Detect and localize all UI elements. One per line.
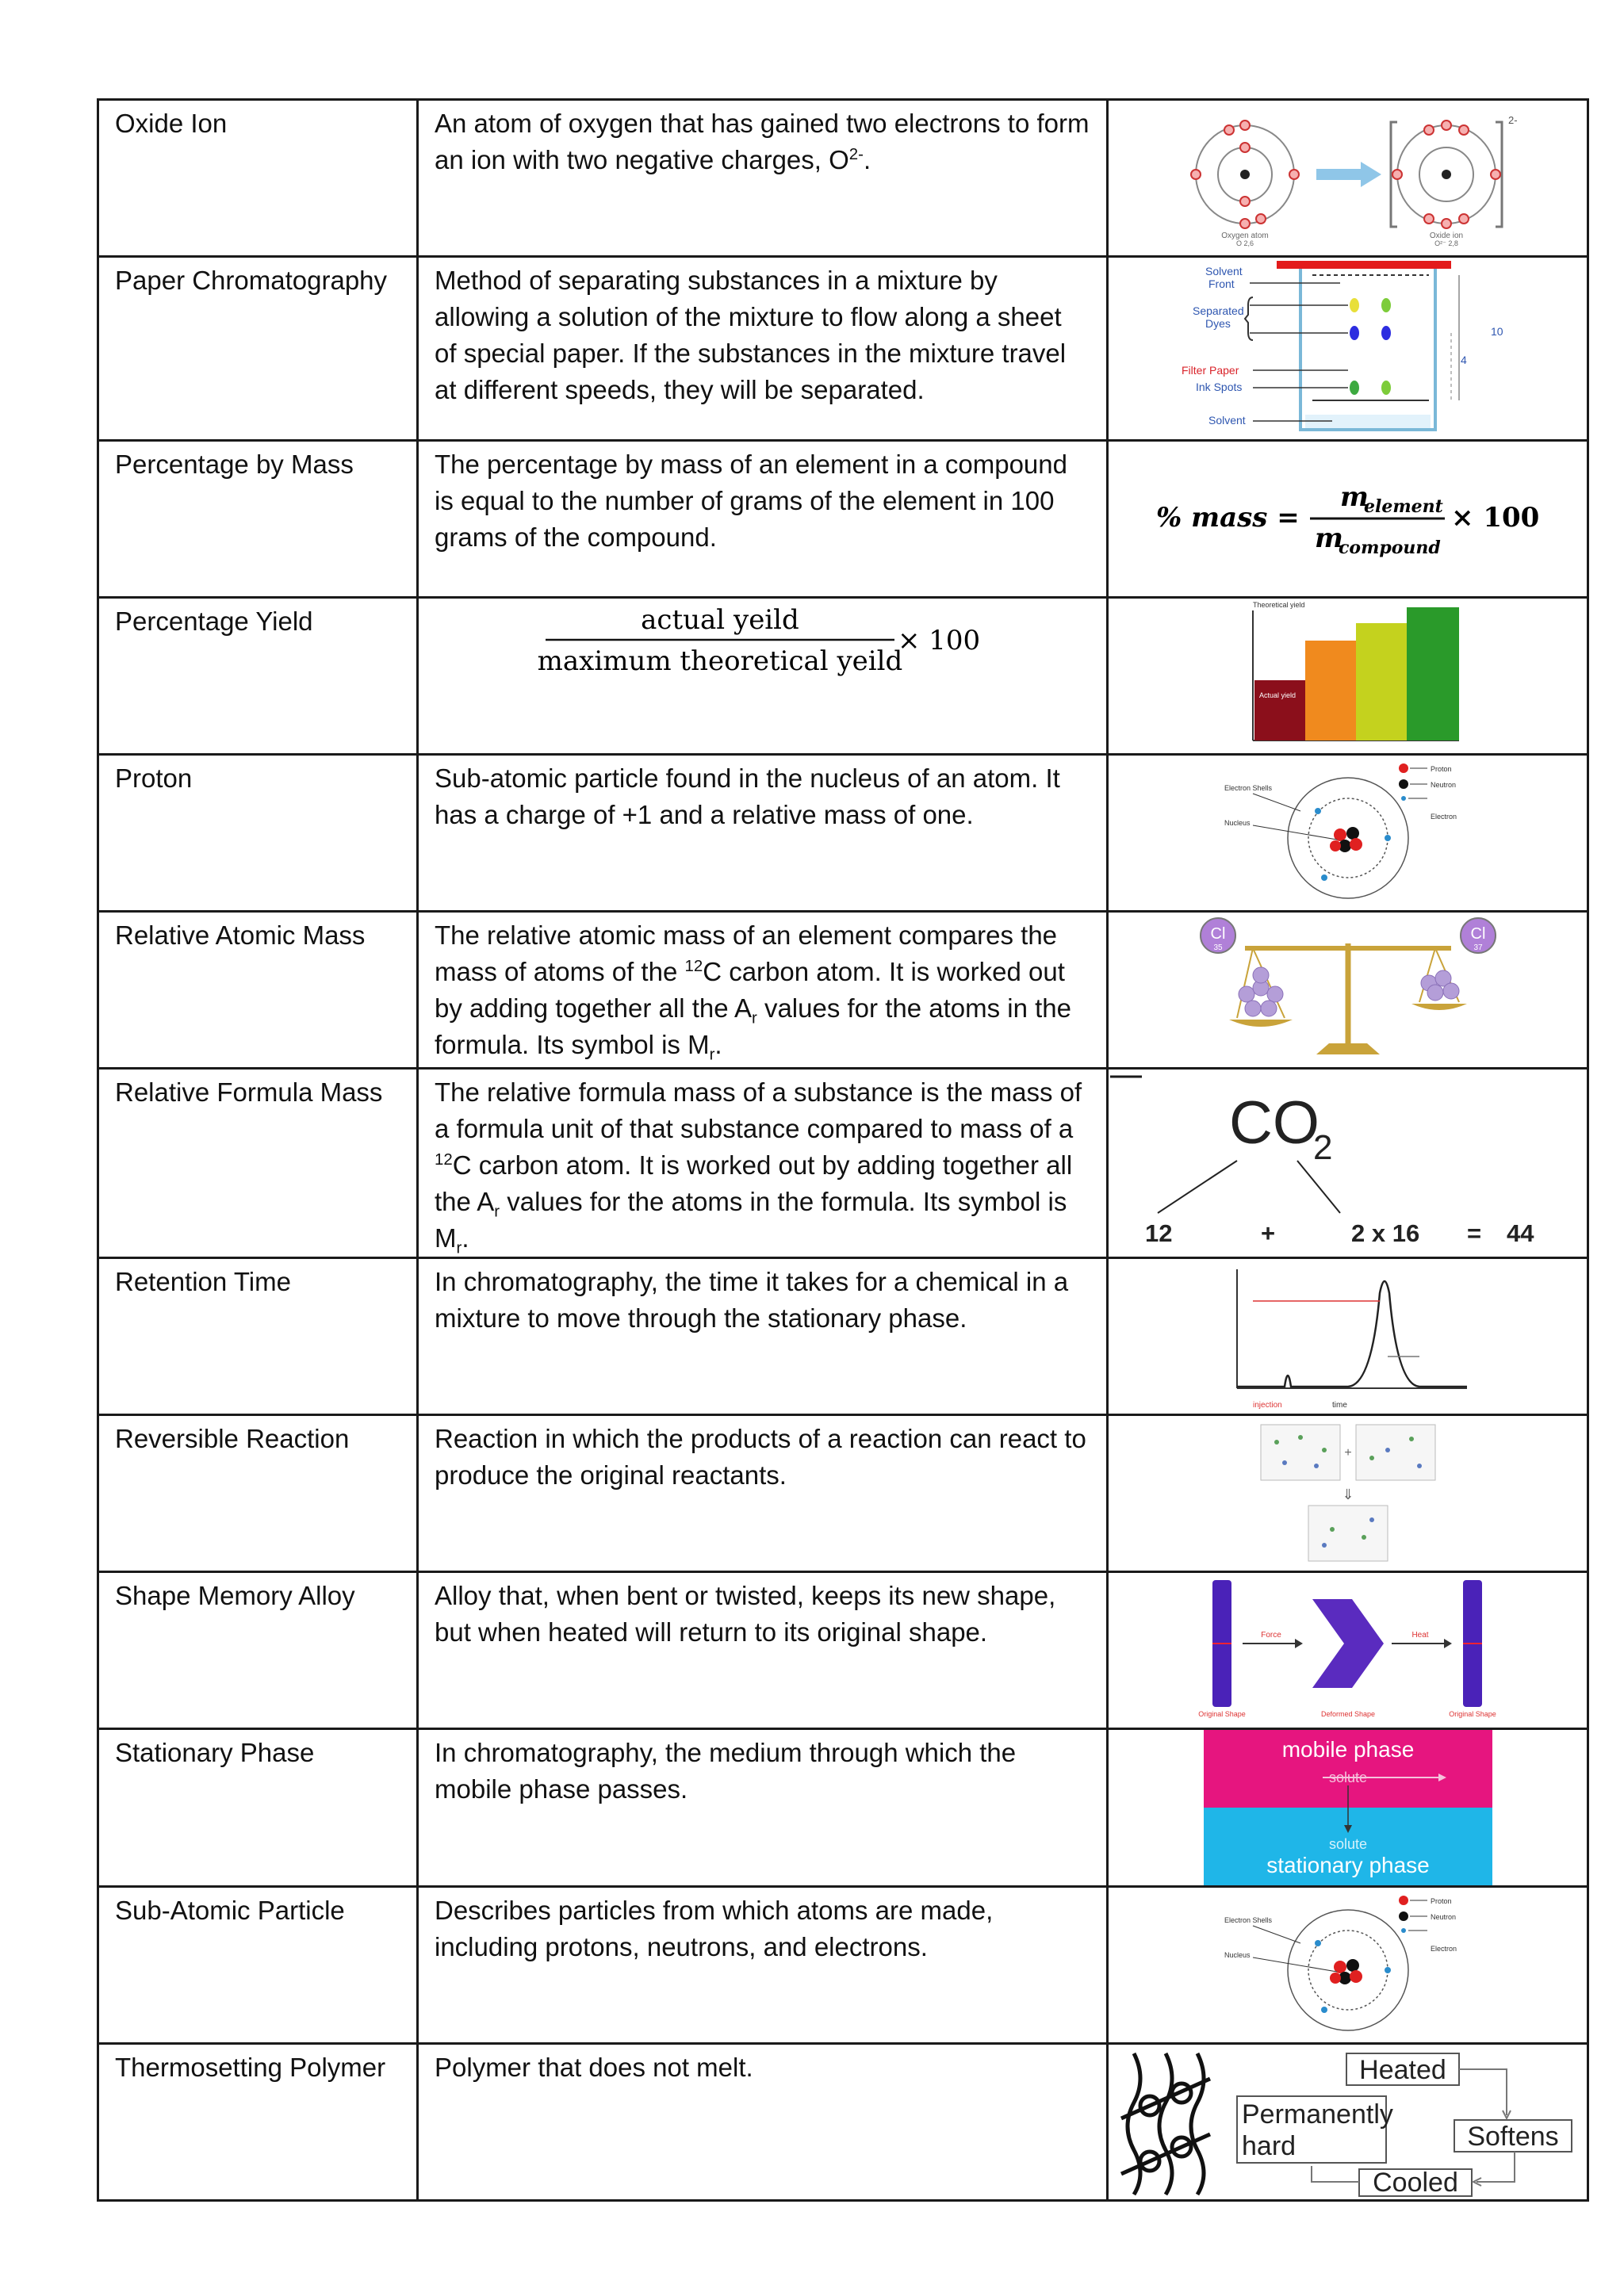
yield-numerator: actual yeild bbox=[641, 604, 799, 636]
yield-times: × 100 bbox=[898, 625, 981, 656]
label-original-shape-left: Original Shape bbox=[1197, 1709, 1246, 1718]
term-cell: Paper Chromatography bbox=[98, 257, 418, 441]
shape-memory-alloy-diagram bbox=[1197, 1575, 1496, 1726]
label-proton: Proton bbox=[1430, 764, 1452, 773]
definition-end: . bbox=[462, 1223, 469, 1253]
balance-scale-diagram bbox=[1197, 915, 1499, 1066]
image-cell bbox=[1108, 912, 1588, 1069]
paper-chromatography-diagram bbox=[1174, 259, 1522, 438]
solute-label-top: solute bbox=[1328, 1770, 1367, 1785]
table-row bbox=[98, 100, 1588, 257]
formula-subscript: 2 bbox=[1312, 1128, 1332, 1167]
term-cell: Percentage Yield bbox=[98, 598, 418, 755]
image-cell bbox=[1108, 1069, 1588, 1258]
term-cell: Oxide Ion bbox=[98, 100, 418, 257]
table-row bbox=[98, 598, 1588, 755]
left-isotope-symbol: Cl bbox=[1210, 924, 1225, 943]
image-cell bbox=[1108, 2044, 1588, 2201]
label-solvent-bottom: Solvent bbox=[1208, 413, 1246, 427]
table-row bbox=[98, 441, 1588, 598]
definition-cell bbox=[418, 100, 1108, 257]
label-filter-paper: Filter Paper bbox=[1181, 363, 1239, 377]
term-cell: Relative Atomic Mass bbox=[98, 912, 418, 1069]
eq-total: 44 bbox=[1506, 1219, 1534, 1247]
table-row bbox=[98, 1572, 1588, 1729]
image-cell bbox=[1108, 257, 1588, 441]
label-electron: Electron bbox=[1430, 1944, 1457, 1953]
definition-cell: Polymer that does not melt. bbox=[418, 2044, 1108, 2201]
label-electron: Electron bbox=[1430, 812, 1457, 821]
image-cell bbox=[1108, 1729, 1588, 1887]
term-cell: Proton bbox=[98, 755, 418, 912]
term-cell: Reversible Reaction bbox=[98, 1415, 418, 1572]
eq-plus: + bbox=[1260, 1219, 1275, 1247]
label-neutron: Neutron bbox=[1430, 1912, 1456, 1921]
label-charge: 2- bbox=[1507, 113, 1518, 126]
table-row bbox=[98, 912, 1588, 1069]
mr-subscript: r bbox=[709, 1045, 715, 1064]
eq-oxygen-mass: 2 x 16 bbox=[1350, 1219, 1419, 1247]
permanently-label: Permanently bbox=[1241, 2099, 1393, 2130]
atom-structure-diagram bbox=[1221, 1894, 1475, 2037]
retention-time-chromatogram bbox=[1221, 1261, 1475, 1412]
formula-numerator: m bbox=[1339, 480, 1369, 513]
image-cell bbox=[1108, 100, 1588, 257]
label-nucleus: Nucleus bbox=[1224, 1950, 1251, 1959]
definition-text: An atom of oxygen that has gained two electrons to form an ion with two negative charges, O bbox=[435, 109, 1090, 174]
label-oxide-ion: Oxide ion bbox=[1429, 231, 1463, 240]
table-row bbox=[98, 1887, 1588, 2044]
term-cell: Sub-Atomic Particle bbox=[98, 1887, 418, 2044]
image-cell bbox=[1108, 1258, 1588, 1415]
table-row bbox=[98, 257, 1588, 441]
label-injection: injection bbox=[1252, 1400, 1282, 1410]
svg-text:+: + bbox=[1343, 1445, 1352, 1460]
formula-denominator-sub: compound bbox=[1338, 537, 1441, 558]
definition-text-2: C carbon atom. It is worked out by adding together all the A bbox=[435, 957, 1065, 1023]
ar-subscript: r bbox=[751, 1008, 757, 1027]
label-distance-4: 4 bbox=[1460, 353, 1467, 366]
table-row bbox=[98, 1729, 1588, 1887]
label-nucleus: Nucleus bbox=[1224, 818, 1251, 827]
image-cell bbox=[1108, 755, 1588, 912]
reversible-reaction-diagram bbox=[1253, 1418, 1443, 1569]
isotope-superscript: 12 bbox=[435, 1150, 453, 1169]
term-cell: Thermosetting Polymer bbox=[98, 2044, 418, 2201]
mr-subscript: r bbox=[456, 1238, 462, 1257]
svg-text:⇓: ⇓ bbox=[1341, 1486, 1354, 1502]
label-ink-spots: Ink Spots bbox=[1195, 380, 1242, 393]
term-cell: Stationary Phase bbox=[98, 1729, 418, 1887]
heated-label: Heated bbox=[1358, 2054, 1446, 2085]
solute-label-bottom: solute bbox=[1328, 1836, 1367, 1852]
atom-structure-diagram bbox=[1221, 762, 1475, 905]
charge-superscript: 2- bbox=[848, 145, 864, 163]
formula-lhs: % mass = bbox=[1155, 501, 1300, 534]
label-dyes: Dyes bbox=[1205, 316, 1231, 330]
formula-denominator: m bbox=[1314, 522, 1343, 554]
label-force: Force bbox=[1260, 1630, 1281, 1640]
softens-label: Softens bbox=[1466, 2121, 1559, 2152]
table-row bbox=[98, 2044, 1588, 2201]
definition-end: . bbox=[714, 1030, 722, 1059]
right-isotope-number: 37 bbox=[1473, 943, 1483, 952]
label-oxygen-atom: Oxygen atom bbox=[1220, 231, 1269, 240]
label-deformed-shape: Deformed Shape bbox=[1320, 1709, 1375, 1718]
stationary-phase-diagram bbox=[1204, 1730, 1492, 1885]
label-solvent: Solvent bbox=[1205, 264, 1243, 277]
definition-text-2: C carbon atom. It is worked out by adding together all the A bbox=[435, 1150, 1073, 1216]
definition-cell: In chromatography, the medium through which the mobile phase passes. bbox=[418, 1729, 1108, 1887]
cooled-label: Cooled bbox=[1372, 2167, 1458, 2198]
glossary-table bbox=[97, 98, 1589, 2202]
label-time: time bbox=[1331, 1400, 1347, 1410]
definition-text-1: The relative atomic mass of an element compares the mass of atoms of the bbox=[435, 920, 1058, 986]
definition-cell bbox=[418, 912, 1108, 1069]
table-row bbox=[98, 755, 1588, 912]
term-cell: Relative Formula Mass bbox=[98, 1069, 418, 1258]
co2-mass-diagram bbox=[1110, 1073, 1586, 1253]
table-row bbox=[98, 1069, 1588, 1258]
percentage-yield-bar-chart bbox=[1229, 601, 1467, 752]
hard-label: hard bbox=[1241, 2130, 1296, 2161]
label-separated: Separated bbox=[1192, 304, 1244, 317]
eq-carbon-mass: 12 bbox=[1144, 1219, 1172, 1247]
label-original-shape-right: Original Shape bbox=[1448, 1709, 1496, 1718]
table-row bbox=[98, 1415, 1588, 1572]
ar-subscript: r bbox=[494, 1202, 500, 1221]
image-cell bbox=[1108, 1572, 1588, 1729]
label-electron-shells: Electron Shells bbox=[1224, 783, 1272, 792]
formula-times: × 100 bbox=[1450, 501, 1539, 534]
label-actual-yield: Actual yield bbox=[1258, 691, 1296, 699]
definition-cell: Sub-atomic particle found in the nucleus of an atom. It has a charge of +1 and a relative mass of one. bbox=[418, 755, 1108, 912]
oxide-ion-diagram bbox=[1182, 111, 1518, 247]
label-heat: Heat bbox=[1411, 1630, 1429, 1640]
definition-cell: Alloy that, when bent or twisted, keeps its new shape, but when heated will return to its original shape. bbox=[418, 1572, 1108, 1729]
percentage-yield-formula bbox=[419, 599, 1074, 686]
yield-denominator: maximum theoretical yeild bbox=[537, 645, 903, 677]
label-oxide-config: O²⁻ 2,8 bbox=[1434, 239, 1458, 247]
definition-cell: Describes particles from which atoms are made, including protons, neutrons, and electrons. bbox=[418, 1887, 1108, 2044]
definition-cell: Method of separating substances in a mixture by allowing a solution of the mixture to flow along a sheet of special paper. If the substances in the mixture travel at different speeds, they will be separated. bbox=[418, 257, 1108, 441]
definition-cell bbox=[418, 1069, 1108, 1258]
label-distance-10: 10 bbox=[1490, 324, 1503, 338]
definition-cell bbox=[418, 598, 1108, 755]
eq-equals: = bbox=[1466, 1219, 1481, 1247]
definition-text-1: The relative formula mass of a substance is the mass of a formula unit of that substance compared to mass of a bbox=[435, 1077, 1082, 1143]
definition-cell: In chromatography, the time it takes for a chemical in a mixture to move through the stationary phase. bbox=[418, 1258, 1108, 1415]
isotope-superscript: 12 bbox=[684, 957, 703, 975]
term-cell: Shape Memory Alloy bbox=[98, 1572, 418, 1729]
label-oxygen-config: O 2,6 bbox=[1235, 239, 1254, 247]
image-cell bbox=[1108, 598, 1588, 755]
formula-numerator-sub: element bbox=[1363, 496, 1443, 517]
image-cell bbox=[1108, 1887, 1588, 2044]
percentage-mass-formula bbox=[1150, 476, 1546, 563]
thermosetting-polymer-diagram bbox=[1118, 2047, 1578, 2198]
term-cell: Percentage by Mass bbox=[98, 441, 418, 598]
label-proton: Proton bbox=[1430, 1896, 1452, 1905]
definition-end: . bbox=[863, 145, 871, 174]
stationary-phase-label: stationary phase bbox=[1266, 1853, 1430, 1877]
table-row bbox=[98, 1258, 1588, 1415]
image-cell bbox=[1108, 1415, 1588, 1572]
left-isotope-number: 35 bbox=[1212, 943, 1223, 952]
label-theoretical-yield: Theoretical yield bbox=[1252, 600, 1305, 609]
definition-cell: The percentage by mass of an element in a compound is equal to the number of grams of the element in 100 grams of the compound. bbox=[418, 441, 1108, 598]
label-electron-shells: Electron Shells bbox=[1224, 1915, 1272, 1924]
term-cell: Retention Time bbox=[98, 1258, 418, 1415]
definition-cell: Reaction in which the products of a reaction can react to produce the original reactants. bbox=[418, 1415, 1108, 1572]
definition-text-3: values for the atoms in the formula. Its symbol is M bbox=[435, 993, 1071, 1059]
label-front: Front bbox=[1208, 277, 1235, 290]
mobile-phase-label: mobile phase bbox=[1281, 1737, 1414, 1762]
image-cell bbox=[1108, 441, 1588, 598]
formula-co: CO bbox=[1228, 1089, 1320, 1157]
label-neutron: Neutron bbox=[1430, 780, 1456, 789]
right-isotope-symbol: Cl bbox=[1470, 924, 1485, 943]
definition-text-3: values for the atoms in the formula. Its symbol is M bbox=[435, 1187, 1067, 1253]
